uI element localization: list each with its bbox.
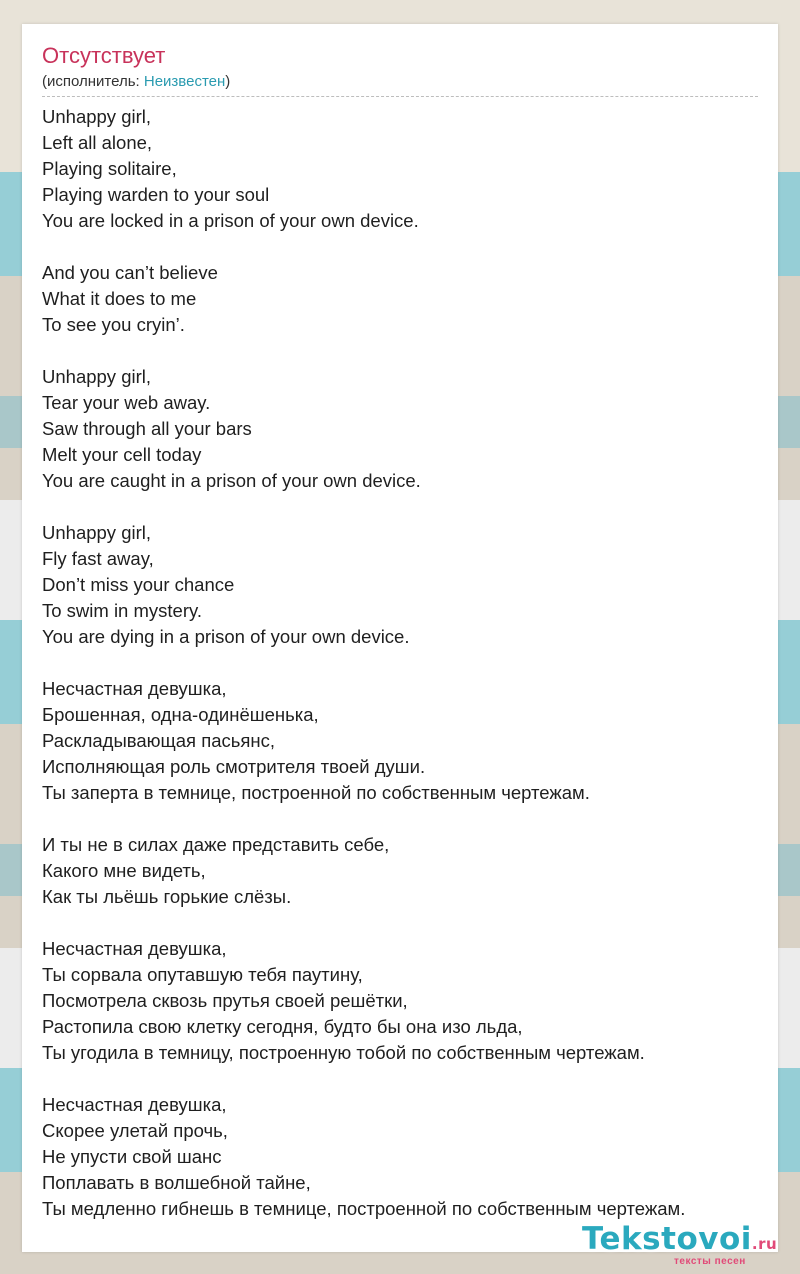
artist-line	[42, 73, 230, 91]
lyric-line: Скорее улетай прочь,	[42, 1120, 228, 1141]
lyric-line: Несчастная девушка,	[42, 1094, 227, 1115]
lyric-line: Unhappy girl,	[42, 106, 152, 127]
artist-suffix: )	[225, 73, 231, 90]
stanza-break	[42, 806, 767, 832]
lyric-line: Несчастная девушка,	[42, 938, 227, 959]
lyric-line: You are dying in a prison of your own device.	[42, 626, 410, 647]
lyric-line: You are caught in a prison of your own device.	[42, 470, 421, 491]
lyric-line: Какого мне видеть,	[42, 860, 206, 881]
lyric-line: Исполняющая роль смотрителя твоей души.	[42, 756, 426, 777]
lyric-line: Ты сорвала опутавшую тебя паутину,	[42, 964, 363, 985]
lyric-line: And you can’t believe	[42, 262, 218, 283]
lyric-line: Playing solitaire,	[42, 158, 177, 179]
lyric-line: You are locked in a prison of your own device.	[42, 210, 419, 231]
divider	[42, 96, 758, 97]
lyric-line: Брошенная, одна-одинёшенька,	[42, 704, 319, 725]
lyric-line: Ты медленно гибнешь в темнице, построенной по собственным чертежам.	[42, 1198, 686, 1219]
lyric-line: Unhappy girl,	[42, 522, 152, 543]
stanza-break	[42, 338, 767, 364]
lyric-line: Fly fast away,	[42, 548, 154, 569]
lyrics-text	[42, 104, 767, 1222]
stanza-break	[42, 910, 767, 936]
lyric-line: Left all alone,	[42, 132, 153, 153]
stanza-break	[42, 234, 767, 260]
lyric-line: Ты заперта в темнице, построенной по собственным чертежам.	[42, 782, 590, 803]
artist-link[interactable]: Неизвестен	[143, 73, 226, 90]
song-title: Отсутствует	[42, 43, 166, 68]
lyric-line: Посмотрела сквозь прутья своей решётки,	[42, 990, 408, 1011]
lyric-line: Ты угодила в темницу, построенную тобой по собственным чертежам.	[42, 1042, 645, 1063]
lyric-line: Как ты льёшь горькие слёзы.	[42, 886, 292, 907]
logo-name: Tekstovoi	[582, 1221, 752, 1257]
lyric-line: To see you cryin’.	[42, 314, 185, 335]
lyric-line: Don’t miss your chance	[42, 574, 235, 595]
lyric-line: Playing warden to your soul	[42, 184, 270, 205]
lyric-line: Раскладывающая пасьянс,	[42, 730, 276, 751]
lyrics-card	[22, 24, 778, 1252]
lyric-line: Не упусти свой шанс	[42, 1146, 222, 1167]
lyric-line: Растопила свою клетку сегодня, будто бы она изо льда,	[42, 1016, 523, 1037]
lyric-line: Melt your cell today	[42, 444, 202, 465]
stanza-break	[42, 650, 767, 676]
logo-tagline: тексты песен	[674, 1256, 746, 1267]
logo-domain: .ru	[751, 1235, 778, 1253]
lyric-line: И ты не в силах даже представить себе,	[42, 834, 390, 855]
artist-prefix: (исполнитель:	[42, 73, 144, 90]
stanza-break	[42, 1066, 767, 1092]
lyric-line: What it does to me	[42, 288, 197, 309]
site-logo[interactable]	[582, 1222, 792, 1272]
lyric-line: Saw through all your bars	[42, 418, 252, 439]
lyric-line: To swim in mystery.	[42, 600, 203, 621]
lyric-line: Несчастная девушка,	[42, 678, 227, 699]
stanza-break	[42, 494, 767, 520]
lyric-line: Unhappy girl,	[42, 366, 152, 387]
lyric-line: Tear your web away.	[42, 392, 211, 413]
lyric-line: Поплавать в волшебной тайне,	[42, 1172, 311, 1193]
